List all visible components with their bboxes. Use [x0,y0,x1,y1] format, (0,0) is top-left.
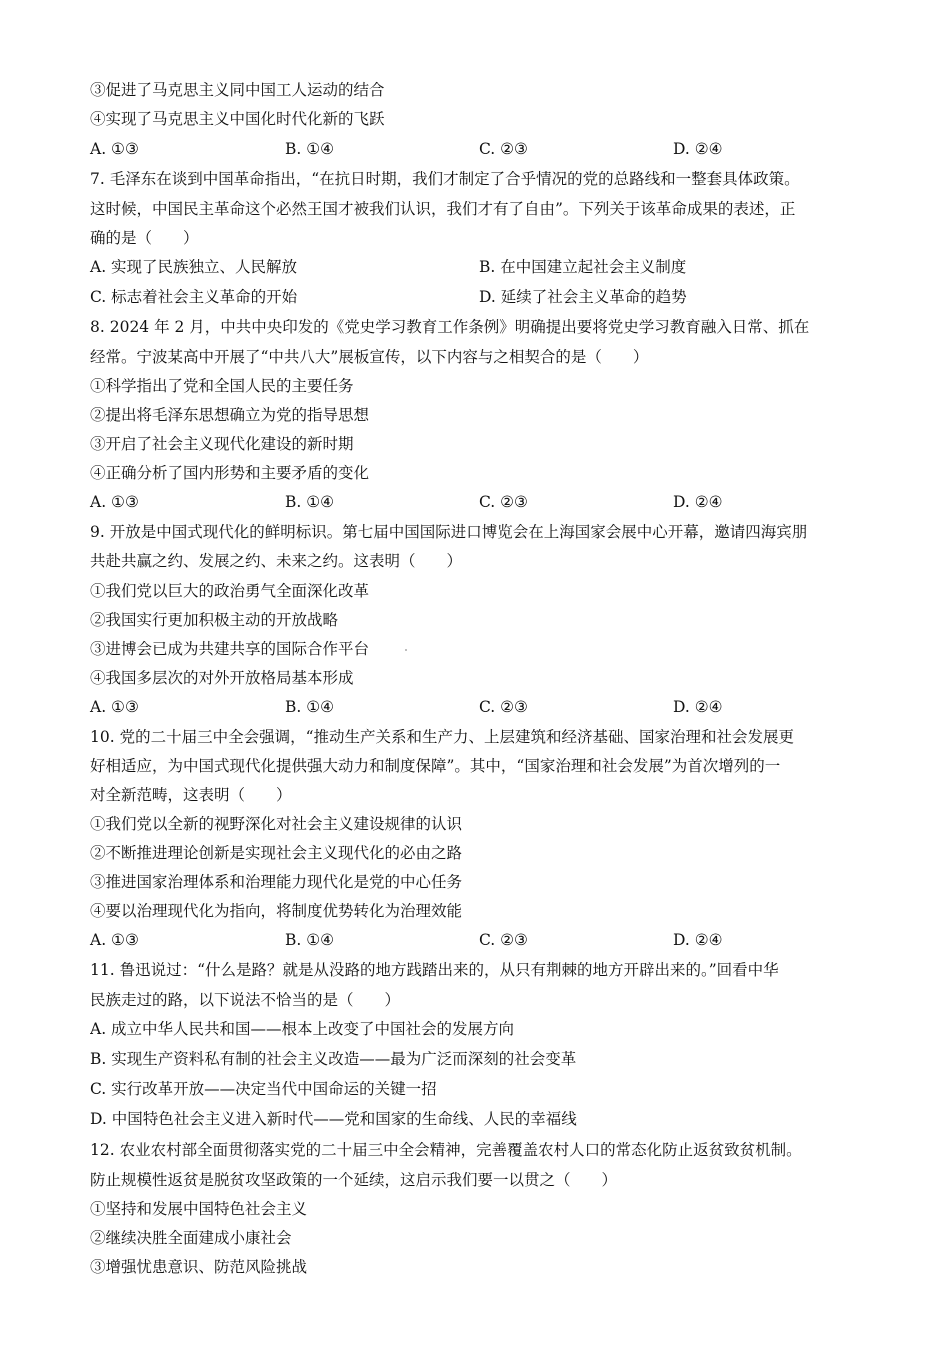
q8-option-b[interactable]: B. ①④ [285,493,335,511]
q9-option-d[interactable]: D. ②④ [673,698,723,716]
q12-item: ②继续决胜全面建成小康社会 [90,1229,292,1247]
q10-item: ②不断推进理论创新是实现社会主义现代化的必由之路 [90,844,463,862]
q7-options-row [90,287,865,307]
q11-option-b[interactable]: B. 实现生产资料私有制的社会主义改造——最为广泛而深刻的社会变革 [90,1050,577,1068]
q6-options [90,139,865,159]
q10-options [90,930,865,950]
q7-stem-line: 7. 毛泽东在谈到中国革命指出，“在抗日时期，我们才制定了合乎情况的党的总路线和一整套具体政策。 [90,170,800,188]
q7-option-d[interactable]: D. 延续了社会主义革命的趋势 [479,288,687,306]
q8-item: ②提出将毛泽东思想确立为党的指导思想 [90,406,370,424]
q9-stem-line: 9. 开放是中国式现代化的鲜明标识。第七届中国国际进口博览会在上海国家会展中心开幕，邀请四海宾朋 [90,523,808,541]
q8-stem-line: 经常。宁波某高中开展了“中共八大”展板宣传，以下内容与之相契合的是（ ） [90,348,649,366]
q9-item: ①我们党以巨大的政治勇气全面深化改革 [90,582,370,600]
q9-stem-line: 共赴共赢之约、发展之约、未来之约。这表明（ ） [90,552,463,570]
q7-option-c[interactable]: C. 标志着社会主义革命的开始 [90,288,298,306]
q10-option-c[interactable]: C. ②③ [479,931,528,949]
q10-stem-line: 好相适应，为中国式现代化提供强大动力和制度保障”。其中，“国家治理和社会发展”为首次增列的一 [90,757,781,775]
q10-stem-line: 对全新范畴，这表明（ ） [90,786,292,804]
q9-option-a[interactable]: A. ①③ [90,698,139,716]
q10-stem-line: 10. 党的二十届三中全会强调，“推动生产关系和生产力、上层建筑和经济基础、国家治理和社会发展更 [90,728,795,746]
q10-option-a[interactable]: A. ①③ [90,931,139,949]
q9-item: ③进博会已成为共建共享的国际合作平台 [90,640,370,658]
q8-option-a[interactable]: A. ①③ [90,493,139,511]
q8-option-d[interactable]: D. ②④ [673,493,723,511]
q7-option-a[interactable]: A. 实现了民族独立、人民解放 [90,258,298,276]
q9-options [90,697,865,717]
q12-stem-line: 12. 农业农村部全面贯彻落实党的二十届三中全会精神，完善覆盖农村人口的常态化防止返贫致贫机制。 [90,1141,802,1159]
q6-item-3: ③促进了马克思主义同中国工人运动的结合 [90,81,385,99]
q6-option-c[interactable]: C. ②③ [479,140,528,158]
q8-item: ①科学指出了党和全国人民的主要任务 [90,377,354,395]
q9-item: ②我国实行更加积极主动的开放战略 [90,611,339,629]
q10-option-d[interactable]: D. ②④ [673,931,723,949]
q8-stem-line: 8. 2024 年 2 月，中共中央印发的《党史学习教育工作条例》明确提出要将党史学习教育融入日常、抓在 [90,318,810,336]
q11-option-d[interactable]: D. 中国特色社会主义进入新时代——党和国家的生命线、人民的幸福线 [90,1110,577,1128]
q7-options-row [90,257,865,277]
q8-item: ④正确分析了国内形势和主要矛盾的变化 [90,464,370,482]
q8-option-c[interactable]: C. ②③ [479,493,528,511]
q12-stem-line: 防止规模性返贫是脱贫攻坚政策的一个延续，这启示我们要一以贯之（ ） [90,1171,618,1189]
q6-item-4: ④实现了马克思主义中国化时代化新的飞跃 [90,110,385,128]
q9-item: ④我国多层次的对外开放格局基本形成 [90,669,354,687]
q10-option-b[interactable]: B. ①④ [285,931,335,949]
q11-stem-line: 11. 鲁迅说过：“什么是路？就是从没路的地方践踏出来的，从只有荆棘的地方开辟出来的。”回看中华 [90,961,779,979]
q6-option-a[interactable]: A. ①③ [90,140,139,158]
q8-options [90,492,865,512]
q9-option-b[interactable]: B. ①④ [285,698,335,716]
q10-item: ③推进国家治理体系和治理能力现代化是党的中心任务 [90,873,463,891]
q7-stem-line: 这时候，中国民主革命这个必然王国才被我们认识，我们才有了自由”。下列关于该革命成果的表述，正 [90,200,796,218]
q6-option-b[interactable]: B. ①④ [285,140,335,158]
q9-option-c[interactable]: C. ②③ [479,698,528,716]
q12-item: ①坚持和发展中国特色社会主义 [90,1200,308,1218]
q12-item: ③增强忧患意识、防范风险挑战 [90,1258,308,1276]
q6-option-d[interactable]: D. ②④ [673,140,723,158]
q11-stem-line: 民族走过的路，以下说法不恰当的是（ ） [90,991,401,1009]
scan-speck [405,649,407,651]
q11-option-a[interactable]: A. 成立中华人民共和国——根本上改变了中国社会的发展方向 [90,1020,515,1038]
q8-item: ③开启了社会主义现代化建设的新时期 [90,435,354,453]
q7-stem-line: 确的是（ ） [90,229,199,247]
q10-item: ④要以治理现代化为指向，将制度优势转化为治理效能 [90,902,463,920]
q7-option-b[interactable]: B. 在中国建立起社会主义制度 [479,258,687,276]
q11-option-c[interactable]: C. 实行改革开放——决定当代中国命运的关键一招 [90,1080,437,1098]
q10-item: ①我们党以全新的视野深化对社会主义建设规律的认识 [90,815,463,833]
